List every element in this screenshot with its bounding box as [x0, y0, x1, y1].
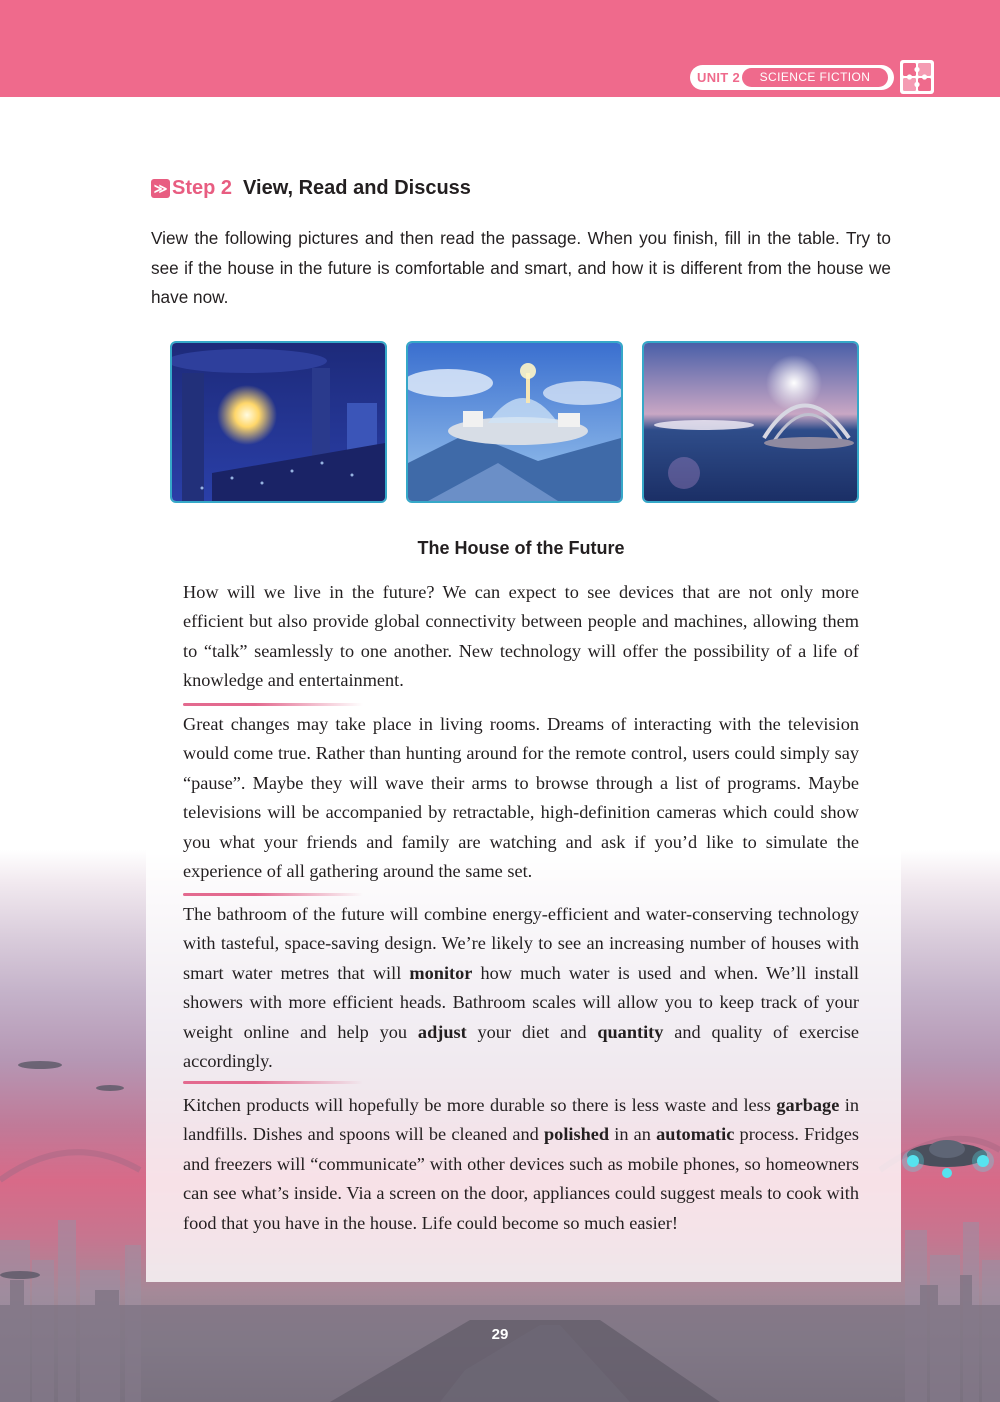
passage-paragraph-2: [183, 710, 859, 886]
floating-island-city-image: [406, 341, 623, 503]
paragraph-text: The bathroom of the future will combine energy-efficient and water-conserving technology with tasteful, space-saving design. We’re likely to see an increasing number of houses with smart water metres that will: [183, 904, 859, 983]
paragraph-text: Kitchen products will hopefully be more durable so there is less waste and less: [183, 1095, 777, 1115]
step-number: Step 2: [172, 176, 233, 199]
keyword: adjust: [417, 1021, 467, 1042]
paragraph-text: your diet and: [466, 1021, 598, 1042]
unit-label: UNIT 2: [697, 70, 740, 85]
step-heading: [151, 174, 471, 202]
futuristic-city-night-image: [170, 341, 387, 503]
passage-title: The House of the Future: [417, 538, 625, 558]
paragraph-text: How will we live in the future? We can expect to see devices that are not only more efficient but also provide global connectivity between people and machines, allowing them to “talk” seamlessly to one another. New technology will offer the possibility of a life of knowledge and entertainment.: [183, 582, 859, 691]
passage-paragraph-1: [183, 578, 859, 696]
keyword: garbage: [776, 1095, 840, 1115]
puzzle-icon: [899, 59, 935, 95]
paragraph-divider: [183, 703, 363, 706]
paragraph-text: in landfills. Dishes and spoons will be cleaned and: [183, 1095, 859, 1145]
double-chevron-right-icon: ≫: [151, 179, 170, 198]
step-title: View, Read and Discuss: [243, 176, 471, 199]
paragraph-text: how much water is used and when. We’ll install showers with more efficient heads. Bathroom scales will allow you to keep track of your weight online and help you: [183, 962, 859, 1042]
keyword: monitor: [409, 962, 473, 983]
unit-topic: SCIENCE FICTION: [742, 68, 888, 87]
instructions-text: View the following pictures and then read the passage. When you finish, fill in the table. Try to see if the house in the future is comfortable and smart, and how it is different from the house we have now.: [151, 228, 891, 307]
paragraph-text: process. Fridges and freezers will “communicate” with other devices such as mobile phones, so homeowners can see what’s inside. Via a screen on the door, appliances could suggest meals to cook with food that you have in the house. Life could become so much easier!: [183, 1124, 860, 1233]
page-number: 29: [491, 1326, 509, 1343]
paragraph-text: and quality of exercise accordingly.: [183, 1021, 860, 1072]
header-band: [0, 0, 1000, 97]
passage-paragraph-4: [183, 1091, 859, 1238]
paragraph-divider: [183, 893, 363, 896]
ocean-dome-city-image: [642, 341, 859, 503]
paragraph-divider: [183, 1081, 363, 1084]
passage-paragraph-3: [183, 900, 859, 1076]
paragraph-text: in an: [609, 1124, 657, 1145]
paragraph-text: Great changes may take place in living rooms. Dreams of interacting with the television would come true. Rather than hunting around for the remote control, users could simply say “pause”. Maybe they will wave their arms to browse through a list of programs. Maybe televisions will be accompanied by retractable, high-definition cameras which could show you what your friends and family are watching and ask if you’d like to simulate the experience of all gathering around the same set.: [183, 714, 859, 882]
keyword: automatic: [656, 1124, 735, 1145]
keyword: quantity: [597, 1021, 664, 1042]
keyword: polished: [544, 1124, 610, 1145]
unit-badge: [690, 65, 894, 90]
